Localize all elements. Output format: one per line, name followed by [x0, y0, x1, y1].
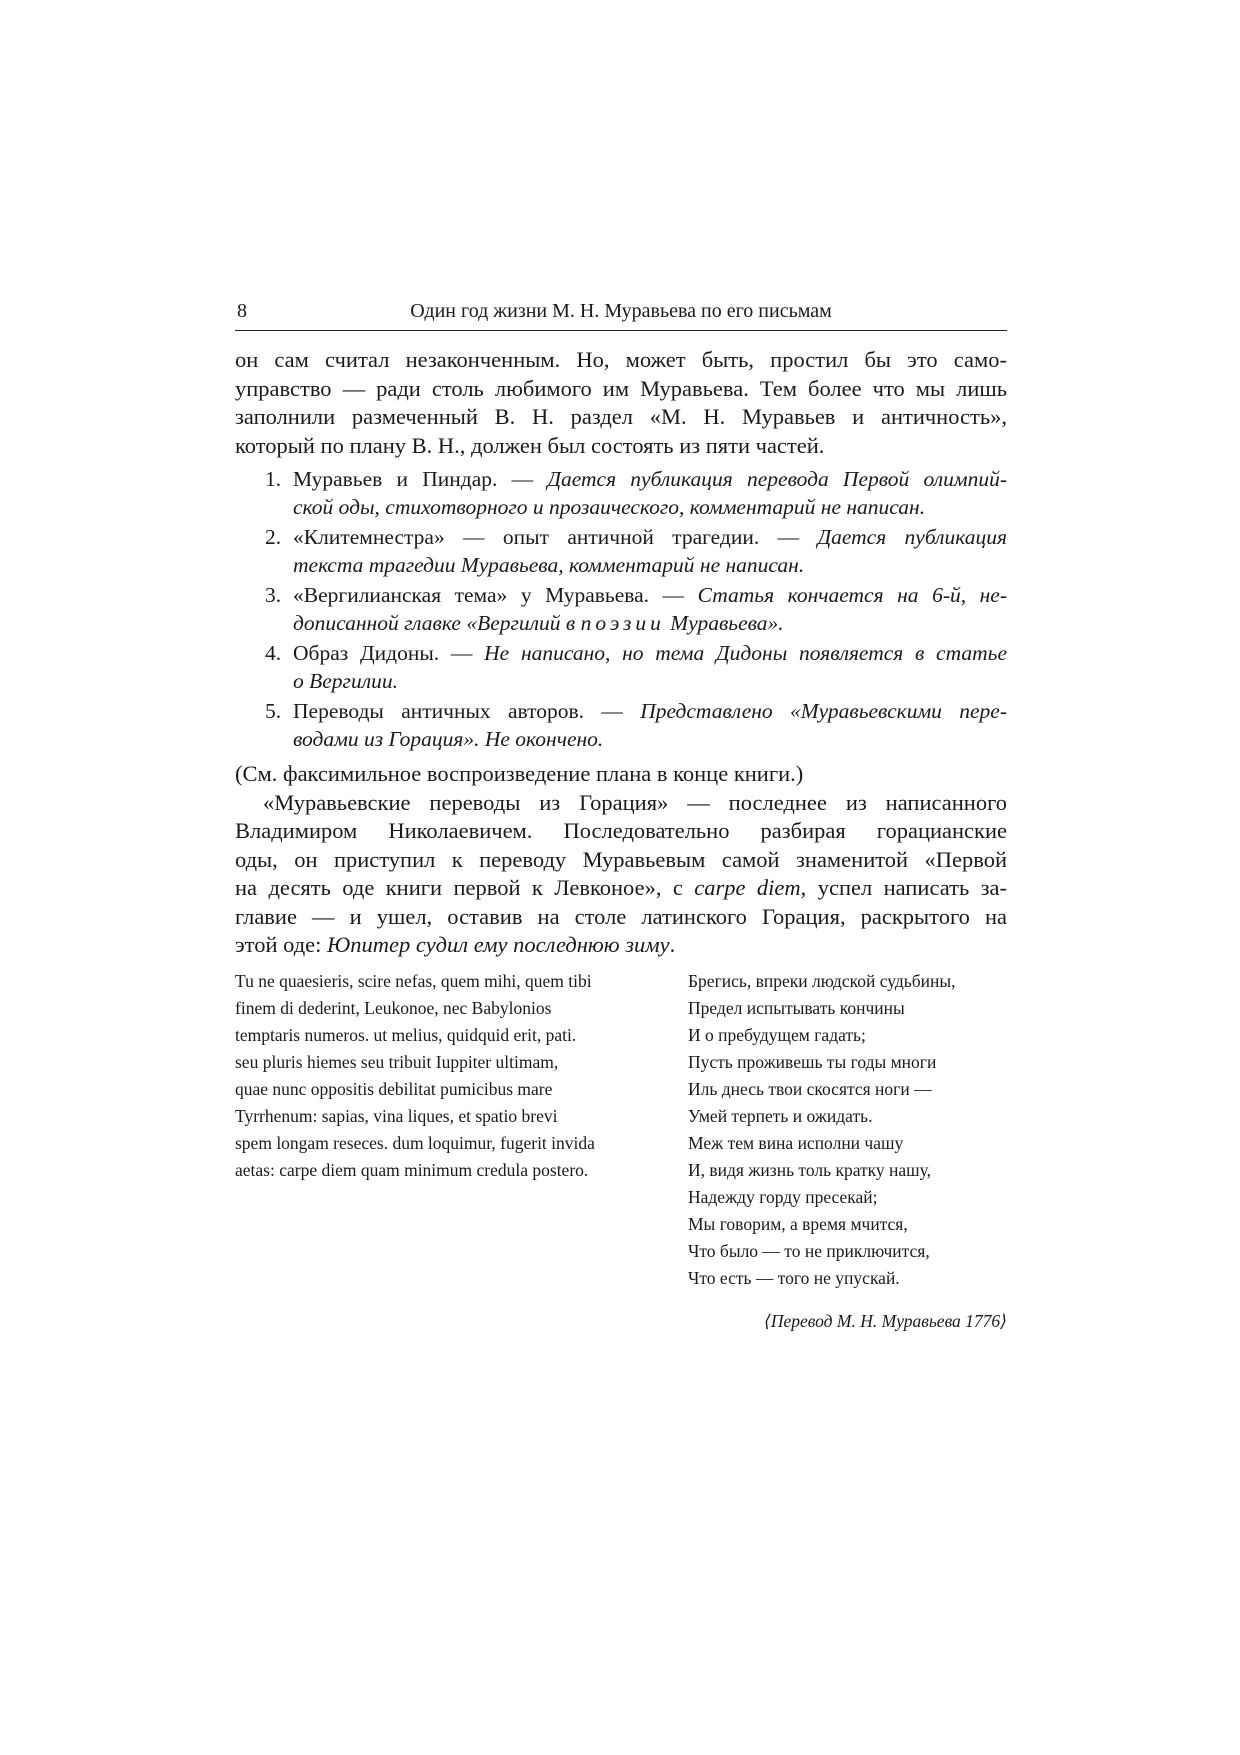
text-line	[235, 931, 1007, 960]
text-line: «Муравьевские переводы из Горация» — последнее из написанного	[263, 789, 1007, 815]
poem-line: finem di dederint, Leukonoe, nec Babylonios	[235, 998, 552, 1018]
plan-item	[235, 465, 1007, 521]
plan-item-title: «Вергилианская тема» у Муравьева. —	[293, 583, 698, 607]
poem-line: Надежду горду пресекай;	[688, 1187, 878, 1207]
latin-phrase: carpe diem	[694, 875, 801, 900]
latin-poem	[235, 968, 665, 1184]
plan-item-number: 4.	[265, 641, 282, 665]
poem-line: Меж тем вина исполни чашу	[688, 1133, 904, 1153]
poem-line: Пусть проживешь ты годы многи	[688, 1052, 937, 1072]
poem-line: Что есть — того не упускай.	[688, 1268, 900, 1288]
plan-item	[235, 639, 1007, 695]
running-header	[235, 296, 1007, 331]
plan-item-note: Не написано, но тема Дидоны появляется в статье	[484, 641, 1007, 665]
plan-item-note: Дается публикация	[817, 525, 1008, 549]
text-line: который по плану В. Н., должен был состоять из пяти частей.	[235, 432, 825, 458]
plan-item-number: 3.	[265, 583, 282, 607]
plan-item-note: текста трагедии Муравьева, комментарий не написан.	[293, 553, 805, 577]
plan-item-note: Статья кончается на 6-й, не-	[697, 583, 1008, 607]
poem-line: aetas: carpe diem quam minimum credula postero.	[235, 1160, 589, 1180]
plan-item	[235, 697, 1007, 753]
intro-paragraph	[235, 346, 1007, 460]
plan-item-note: водами из Горация». Не окончено.	[293, 727, 604, 751]
quoted-phrase: Юпитер судил ему последнюю зиму	[327, 932, 670, 957]
poem-line: И, видя жизнь толь кратку нашу,	[688, 1160, 932, 1180]
text-line: (См. факсимильное воспроизведение плана в конце книги.)	[235, 761, 804, 786]
poem-line: Tyrrhenum: sapias, vina liques, et spatio brevi	[235, 1106, 558, 1126]
closing-paragraph	[235, 760, 1007, 960]
text-line: главие — и ушел, оставив на столе латинского Горация, раскрытого на	[235, 903, 1007, 929]
plan-item	[235, 581, 1007, 637]
plan-item-number: 2.	[265, 525, 282, 549]
text-line: оды, он приступил к переводу Муравьевым самой знаменитой «Первой	[235, 846, 1007, 872]
text-span: , успел написать за-	[800, 875, 1007, 900]
text-line: он сам считал незаконченным. Но, может быть, простил бы это само-	[235, 347, 1007, 372]
poem-line: Иль днесь твои скосятся ноги —	[688, 1079, 932, 1099]
text-line: управство — ради столь любимого им Муравьева. Тем более что мы лишь	[235, 375, 1007, 401]
plan-item-note: ской оды, стихотворного и прозаического, комментарий не написан.	[293, 495, 926, 519]
plan-item-note: о Вергилии.	[293, 669, 398, 693]
poem-line: Брегись, впреки людской судьбины,	[688, 971, 956, 991]
plan-item-title: Муравьев и Пиндар. —	[293, 467, 548, 491]
plan-item-note: Муравьева».	[664, 611, 784, 635]
spaced-word: поэзии	[580, 611, 665, 635]
plan-item-title: «Клитемнестра» — опыт античной трагедии. —	[293, 525, 818, 549]
text-line: Владимиром Николаевичем. Последовательно разбирая горацианские	[235, 818, 1007, 843]
text-line	[235, 874, 1007, 903]
page-number: 8	[237, 300, 247, 322]
poem-line: spem longam reseces. dum loquimur, fugerit invida	[235, 1133, 595, 1153]
plan-item-number: 1.	[265, 467, 282, 491]
text-span: на десять оде книги первой к Левконое», с	[235, 875, 695, 900]
running-title: Один год жизни М. Н. Муравьева по его письмам	[410, 300, 832, 322]
plan-item	[235, 523, 1007, 579]
text-span: этой оде:	[235, 932, 328, 957]
poem-line: Tu ne quaesieris, scire nefas, quem mihi, quem tibi	[235, 971, 592, 991]
plan-item-number: 5.	[265, 699, 282, 723]
plan-item-title: Образ Дидоны. —	[293, 641, 485, 665]
poem-line: quae nunc oppositis debilitat pumicibus mare	[235, 1079, 553, 1099]
plan-item-note: дописанной главке «Вергилий в	[293, 611, 581, 635]
poem-line: И о пребудущем гадать;	[688, 1025, 866, 1045]
poem-line: Мы говорим, а время мчится,	[688, 1214, 908, 1234]
text-line: заполнили размеченный В. Н. раздел «М. Н. Муравьев и античность»,	[235, 404, 1007, 429]
poem-line: temptaris numeros. ut melius, quidquid erit, pati.	[235, 1025, 577, 1045]
poem-line: Предел испытывать кончины	[688, 998, 905, 1018]
russian-poem	[688, 968, 1018, 1292]
translation-attribution: ⟨Перевод М. Н. Муравьева 1776⟩	[764, 1311, 1007, 1331]
text-span: .	[669, 932, 676, 957]
poem-line: seu pluris hiemes seu tribuit Iuppiter ultimam,	[235, 1052, 559, 1072]
plan-list	[235, 465, 1007, 755]
plan-item-title: Переводы античных авторов. —	[293, 699, 641, 723]
plan-item-note: Представлено «Муравьевскими пере-	[640, 699, 1007, 723]
poem-line: Умей терпеть и ожидать.	[688, 1106, 873, 1126]
poem-line: Что было — то не приключится,	[688, 1241, 930, 1261]
plan-item-note: Дается публикация перевода Первой олимпий-	[547, 467, 1007, 491]
